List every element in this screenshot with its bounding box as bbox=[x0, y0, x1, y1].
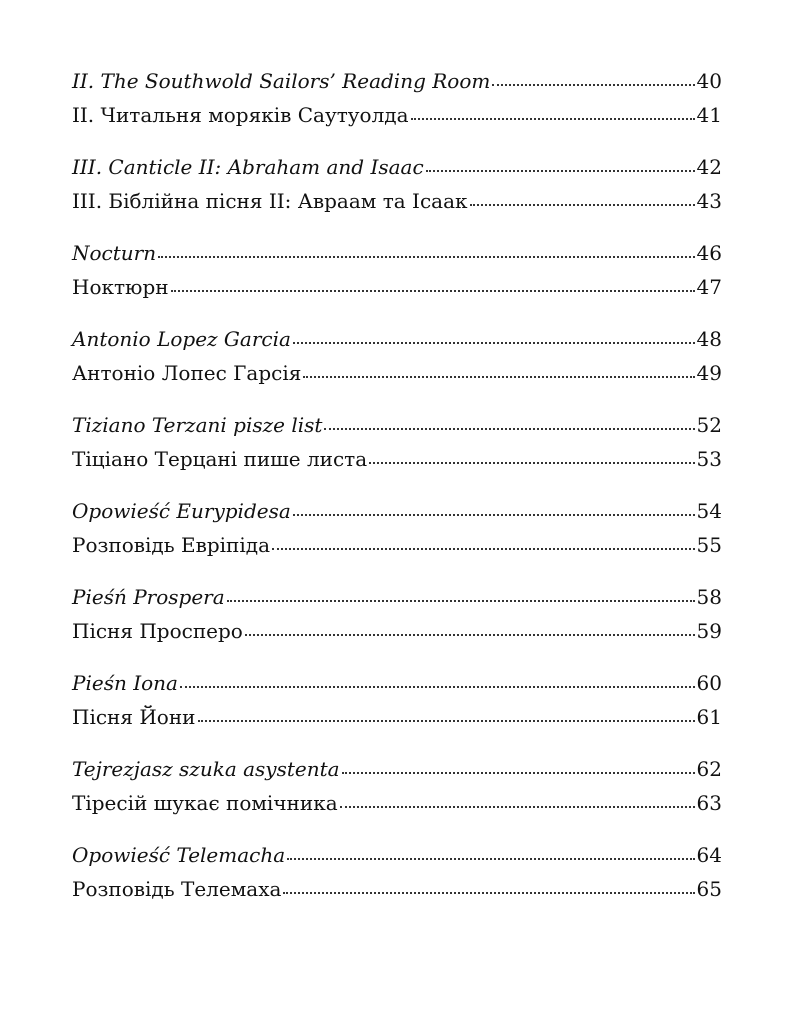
toc-entry-translation bbox=[72, 614, 722, 648]
toc-entry-page: 55 bbox=[696, 533, 722, 557]
toc-entry-page: 64 bbox=[696, 843, 722, 867]
toc-entry-original bbox=[72, 150, 722, 184]
dot-leader bbox=[342, 772, 695, 774]
toc-entry-group bbox=[72, 580, 722, 648]
toc-entry-page: 63 bbox=[696, 791, 722, 815]
dot-leader bbox=[272, 548, 695, 550]
toc-entry-title: Pieśń Prospera bbox=[72, 585, 225, 609]
toc-entry-title: Opowieść Telemacha bbox=[72, 843, 286, 867]
toc-entry-page: 59 bbox=[696, 619, 722, 643]
toc-entry-original bbox=[72, 838, 722, 872]
toc-entry-title: III. Canticle II: Abraham and Isaac bbox=[72, 155, 424, 179]
toc-entry-title: Nocturn bbox=[72, 241, 157, 265]
toc-entry-page: 60 bbox=[696, 671, 722, 695]
toc-entry-group bbox=[72, 838, 722, 906]
toc-entry-title: Тіресій шукає помічника bbox=[72, 791, 338, 815]
dot-leader bbox=[492, 84, 694, 86]
toc-entry-page: 46 bbox=[696, 241, 722, 265]
dot-leader bbox=[180, 686, 695, 688]
toc-entry-title: Тіціано Терцані пише листа bbox=[72, 447, 368, 471]
dot-leader bbox=[293, 514, 695, 516]
toc-entry-original bbox=[72, 408, 722, 442]
toc-entry-original bbox=[72, 666, 722, 700]
toc-entry-title: Пісня Просперо bbox=[72, 619, 243, 643]
toc-entry-page: 65 bbox=[696, 877, 722, 901]
toc-entry-title: Ноктюрн bbox=[72, 275, 169, 299]
dot-leader bbox=[470, 204, 695, 206]
toc-entry-page: 61 bbox=[696, 705, 722, 729]
toc-entry-page: 54 bbox=[696, 499, 722, 523]
toc-entry-page: 41 bbox=[696, 103, 722, 127]
dot-leader bbox=[340, 806, 695, 808]
toc-entry-page: 40 bbox=[696, 69, 722, 93]
dot-leader bbox=[411, 118, 695, 120]
toc-entry-translation bbox=[72, 98, 722, 132]
toc-entry-title: II. The Southwold Sailors’ Reading Room bbox=[72, 69, 491, 93]
toc-entry-group bbox=[72, 150, 722, 218]
toc-entry-page: 43 bbox=[696, 189, 722, 213]
toc-entry-group bbox=[72, 752, 722, 820]
toc-entry-title: III. Біблійна пісня II: Авраам та Ісаак bbox=[72, 189, 468, 213]
toc-entry-translation bbox=[72, 872, 722, 906]
toc-entry-translation bbox=[72, 442, 722, 476]
toc-entry-title: Tejrezjasz szuka asystenta bbox=[72, 757, 340, 781]
toc-entry-group bbox=[72, 666, 722, 734]
toc-entry-title: Pieśn Iona bbox=[72, 671, 178, 695]
toc-entry-original bbox=[72, 580, 722, 614]
toc-entry-group bbox=[72, 494, 722, 562]
dot-leader bbox=[293, 342, 695, 344]
toc-entry-translation bbox=[72, 356, 722, 390]
toc-entry-title: Tiziano Terzani pisze list bbox=[72, 413, 323, 437]
toc-entry-original bbox=[72, 64, 722, 98]
toc-entry-translation bbox=[72, 786, 722, 820]
toc-entry-original bbox=[72, 494, 722, 528]
toc-entry-group bbox=[72, 64, 722, 132]
toc-entry-title: Антоніо Лопес Гарсія bbox=[72, 361, 302, 385]
toc-entry-page: 62 bbox=[696, 757, 722, 781]
toc-entry-group bbox=[72, 322, 722, 390]
dot-leader bbox=[369, 462, 694, 464]
dot-leader bbox=[324, 428, 694, 430]
dot-leader bbox=[283, 892, 694, 894]
toc-entry-original bbox=[72, 752, 722, 786]
toc-entry-title: Opowieść Eurypidesa bbox=[72, 499, 291, 523]
toc-entry-title: Розповідь Телемаха bbox=[72, 877, 282, 901]
dot-leader bbox=[245, 634, 695, 636]
toc-entry-translation bbox=[72, 700, 722, 734]
dot-leader bbox=[303, 376, 694, 378]
toc-entry-title: II. Читальня моряків Саутуолда bbox=[72, 103, 409, 127]
dot-leader bbox=[227, 600, 695, 602]
toc-entry-translation bbox=[72, 528, 722, 562]
toc-entry-page: 49 bbox=[696, 361, 722, 385]
toc-entry-original bbox=[72, 236, 722, 270]
dot-leader bbox=[158, 256, 694, 258]
toc-entry-title: Пісня Йони bbox=[72, 705, 196, 729]
toc-entry-page: 42 bbox=[696, 155, 722, 179]
dot-leader bbox=[171, 290, 695, 292]
toc-entry-translation bbox=[72, 184, 722, 218]
dot-leader bbox=[287, 858, 694, 860]
toc-entry-title: Antonio Lopez Garcia bbox=[72, 327, 291, 351]
toc-entry-page: 48 bbox=[696, 327, 722, 351]
toc-entry-translation bbox=[72, 270, 722, 304]
toc-entry-group bbox=[72, 236, 722, 304]
toc-entry-group bbox=[72, 408, 722, 476]
toc-entry-page: 53 bbox=[696, 447, 722, 471]
dot-leader bbox=[198, 720, 695, 722]
table-of-contents bbox=[72, 64, 722, 924]
toc-entry-page: 52 bbox=[696, 413, 722, 437]
toc-entry-original bbox=[72, 322, 722, 356]
dot-leader bbox=[426, 170, 695, 172]
toc-entry-title: Розповідь Евріпіда bbox=[72, 533, 271, 557]
toc-entry-page: 58 bbox=[696, 585, 722, 609]
toc-entry-page: 47 bbox=[696, 275, 722, 299]
